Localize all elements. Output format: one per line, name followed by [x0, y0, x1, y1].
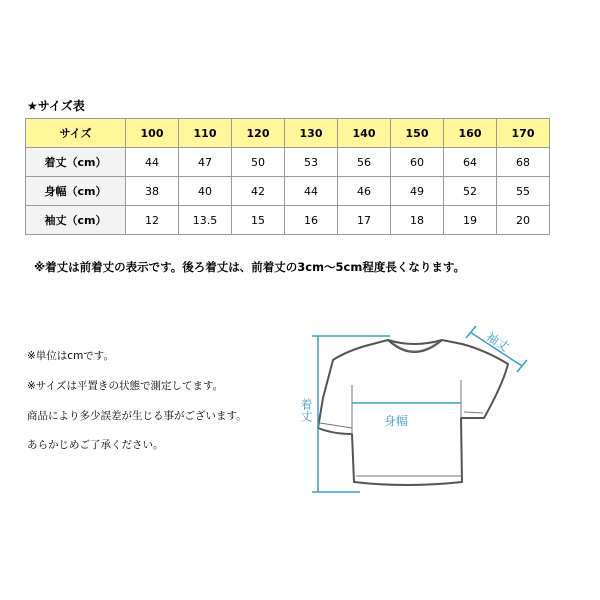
table-cell: 13.5	[179, 206, 232, 235]
table-cell: 53	[285, 148, 338, 177]
row-label-width: 身幅（cm）	[26, 177, 126, 206]
table-cell: 47	[179, 148, 232, 177]
table-cell: 56	[338, 148, 391, 177]
table-cell: 38	[126, 177, 179, 206]
table-cell: 18	[391, 206, 444, 235]
table-cell: 60	[391, 148, 444, 177]
table-cell: 42	[232, 177, 285, 206]
table-cell: 15	[232, 206, 285, 235]
size-col-header: 140	[338, 119, 391, 148]
size-col-header: 130	[285, 119, 338, 148]
size-col-header: 110	[179, 119, 232, 148]
size-col-header: 120	[232, 119, 285, 148]
table-cell: 44	[126, 148, 179, 177]
size-header-label: サイズ	[26, 119, 126, 148]
row-label-length: 着丈（cm）	[26, 148, 126, 177]
sleeve-label: 袖丈	[483, 329, 512, 355]
error-note: 商品により多少誤差が生じる事がございます。	[27, 410, 247, 422]
table-cell: 40	[179, 177, 232, 206]
table-cell: 49	[391, 177, 444, 206]
length-label: 着丈	[299, 398, 313, 422]
table-cell: 64	[444, 148, 497, 177]
length-note: ※着丈は前着丈の表示です。後ろ着丈は、前着丈の3cm～5cm程度長くなります。	[34, 260, 465, 274]
table-cell: 17	[338, 206, 391, 235]
unit-note: ※単位はcmです。	[27, 350, 114, 362]
size-col-header: 100	[126, 119, 179, 148]
size-col-header: 170	[497, 119, 550, 148]
table-cell: 12	[126, 206, 179, 235]
table-cell: 19	[444, 206, 497, 235]
table-cell: 55	[497, 177, 550, 206]
table-cell: 46	[338, 177, 391, 206]
row-label-sleeve: 袖丈（cm）	[26, 206, 126, 235]
size-col-header: 150	[391, 119, 444, 148]
width-label: 身幅	[384, 414, 409, 428]
table-cell: 52	[444, 177, 497, 206]
size-col-header: 160	[444, 119, 497, 148]
table-cell: 20	[497, 206, 550, 235]
table-cell: 50	[232, 148, 285, 177]
table-cell: 44	[285, 177, 338, 206]
table-cell: 68	[497, 148, 550, 177]
table-cell: 16	[285, 206, 338, 235]
size-chart-title: ★サイズ表	[27, 99, 85, 113]
measure-note: ※サイズは平置きの状態で測定してます。	[27, 380, 224, 392]
apology-note: あらかじめご了承ください。	[27, 439, 164, 451]
